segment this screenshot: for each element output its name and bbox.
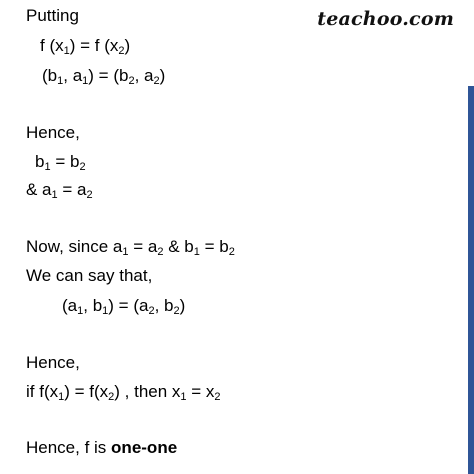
putting-label: Putting xyxy=(26,6,79,25)
final-statement: Hence, f is one-one xyxy=(26,438,178,457)
conclusion-line: if $f(x_1) = f(x_2)$ , then $x_1 = x_2$ xyxy=(26,382,221,403)
hence-label-1: Hence, xyxy=(26,123,80,142)
equation-b1a1-equals-b2a2: ($b_1$, $a_1) = (b_2$, $a_2$) xyxy=(42,66,166,87)
equation-a1-equals-a2: & $a_1 = a_2$ xyxy=(26,180,93,201)
hence-label-2: Hence, xyxy=(26,353,80,372)
now-since-line: Now, since $a_1 = a_2$ & $b_1 = b_2$ xyxy=(26,237,235,258)
teachoo-logo: teachoo.com xyxy=(317,8,454,30)
equation-f-x1-equals-f-x2: f $(x_1) = f$ $(x_2)$ xyxy=(40,36,131,57)
one-one-term: one-one xyxy=(111,438,178,457)
scrollbar[interactable] xyxy=(468,86,474,474)
equation-b1-equals-b2: $b_1 = b_2$ xyxy=(35,152,86,173)
equation-a1b1-equals-a2b2: ($a_1$, $b_1) = (a_2$, $b_2$) xyxy=(62,296,186,317)
we-can-say-line: We can say that, xyxy=(26,266,153,285)
